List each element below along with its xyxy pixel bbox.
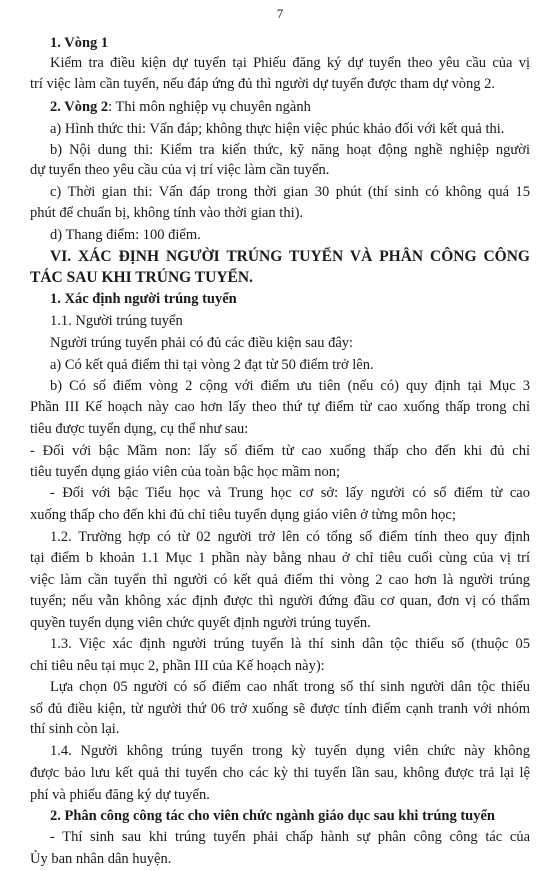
text-line: 1.2. Trường hợp có từ 02 người trở lên có tổng số điểm tính theo quy định (50, 529, 530, 545)
text-line: xuống thấp cho đến khi đủ chỉ tiêu tuyển dụng giáo viên ở từng môn học; (30, 507, 456, 523)
text-line: a) Có kết quả điểm thi tại vòng 2 đạt từ 50 điểm trở lên. (50, 357, 374, 373)
text-line: tại điểm b khoản 1.1 Mục 1 phần này bằng nhau ở chỉ tiêu cuối cùng của vị trí (30, 550, 530, 566)
text-line: Kiểm tra điều kiện dự tuyển tại Phiếu đăng ký dự tuyển theo yêu cầu của vị (50, 55, 530, 71)
text-line: d) Thang điểm: 100 điểm. (50, 227, 201, 243)
page-number: 7 (276, 6, 284, 21)
text-line: thí sinh còn lại. (30, 721, 120, 737)
text-line (50, 98, 530, 116)
heading-line: TÁC SAU KHI TRÚNG TUYỂN. (30, 269, 253, 286)
text-line: a) Hình thức thi: Vấn đáp; không thực hiện việc phúc khảo đối với kết quả thi. (50, 121, 505, 137)
text-line: được bảo lưu kết quả thi tuyển cho các kỳ thi tuyển lần sau, không được trả lại lệ (30, 765, 530, 781)
text-line: chỉ tiêu nêu tại mục 2, phần III của Kế hoạch này): (30, 658, 325, 674)
text-line: số đủ điều kiện, từ người thứ 06 trở xuống sẽ được tính điểm cạnh tranh với nhóm (30, 701, 530, 717)
text-line: phút để chuẩn bị, không tính vào thời gian thi). (30, 205, 304, 221)
text-line: trí việc làm cần tuyển, nếu đáp ứng đủ thì người dự tuyển được tham dự vòng 2. (30, 76, 495, 92)
text-line: - Đối với bậc Mầm non: lấy số điểm từ cao xuống thấp cho đến khi đủ chỉ (30, 443, 530, 459)
text-line: 1.1. Người trúng tuyển (50, 313, 183, 329)
text-line: b) Có số điểm vòng 2 cộng với điểm ưu tiên (nếu có) quy định tại Mục 3 (50, 378, 530, 394)
text-line: tuyển; nếu vẫn không xác định được thì người đứng đầu cơ quan, đơn vị có thẩm (30, 593, 530, 609)
text-line: - Thí sinh sau khi trúng tuyển phải chấp hành sự phân công công tác của (50, 829, 530, 845)
text-line: việc làm cần tuyển thì người có kết quả điểm thi vòng 2 cao hơn là người trúng (30, 572, 530, 588)
text-line: phí và phiếu đăng ký dự tuyển. (30, 787, 210, 803)
heading-line: 2. Phân công công tác cho viên chức ngành giáo dục sau khi trúng tuyển (50, 808, 495, 824)
text-line: tiêu được tuyển dụng, cụ thể như sau: (30, 421, 249, 437)
heading-line: VI. XÁC ĐỊNH NGƯỜI TRÚNG TUYỂN VÀ PHÂN CÔNG CÔNG (50, 248, 530, 265)
text-line: quyền tuyển dụng viên chức quyết định người trúng tuyển. (30, 615, 371, 631)
text-line: 1.3. Việc xác định người trúng tuyển là thí sinh dân tộc thiểu số (thuộc 05 (50, 636, 530, 652)
heading-line: 1. Xác định người trúng tuyển (50, 291, 237, 307)
text-line: Phần III Kế hoạch này cao hơn lấy theo thứ tự điểm từ cao xuống thấp trong chỉ (30, 399, 530, 415)
text-line: b) Nội dung thi: Kiểm tra kiến thức, kỹ năng hoạt động nghề nghiệp người (50, 142, 530, 158)
text-line: - Đối với bậc Tiểu học và Trung học cơ sở: lấy người có số điểm từ cao (50, 485, 530, 501)
line-text: : Thi môn nghiệp vụ chuyên ngành (108, 99, 311, 115)
text-line: c) Thời gian thi: Vấn đáp trong thời gian 30 phút (thí sinh có không quá 15 (50, 184, 530, 200)
heading-line: 1. Vòng 1 (50, 35, 109, 51)
heading-prefix: 2. Vòng 2 (50, 99, 109, 115)
text-line: Lựa chọn 05 người có số điểm cao nhất trong số thí sinh người dân tộc thiểu (50, 679, 530, 695)
text-line: tiêu tuyển dụng giáo viên của toàn bậc học mầm non; (30, 464, 341, 480)
text-line: Ủy ban nhân dân huyện. (30, 851, 172, 867)
text-line: Người trúng tuyển phải có đủ các điều kiện sau đây: (50, 335, 354, 351)
text-line: dự tuyển theo yêu cầu của vị trí việc làm cần tuyển. (30, 162, 330, 178)
text-line: 1.4. Người không trúng tuyển trong kỳ tuyển dụng viên chức này không (50, 743, 530, 759)
